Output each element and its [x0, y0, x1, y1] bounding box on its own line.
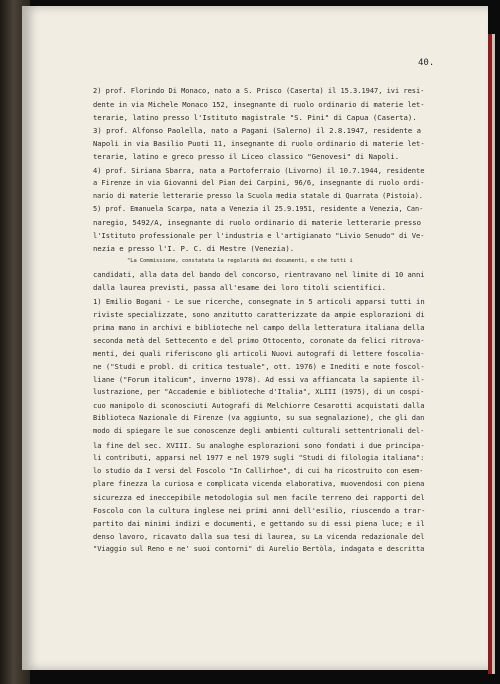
text-line: liane ("Forum italicum", inverno 1978). Ad essi va affiancata la sapiente il-: [93, 375, 425, 385]
text-line: plare finezza la curiosa e complicata vicenda elaborativa, muovendosi con piena: [93, 479, 425, 488]
text-line: prima mano in archivi e biblioteche nel campo della letteratura italiana della: [93, 322, 425, 332]
text-line: Foscolo con la cultura inglese nei primi anni dell'esilio, riuscendo a trar-: [93, 506, 425, 515]
text-line: terarie, latino e greco presso il Liceo classico "Genovesi" di Napoli.: [93, 152, 400, 162]
text-line: menti, dei quali riferiscono gli articoli Nuovi autografi di lettere foscolia-: [93, 348, 425, 358]
text-line: 3) prof. Alfonso Paolella, nato a Pagani (Salerno) il 2.8.1947, residente a: [93, 126, 421, 136]
text-line: Napoli in via Basilio Puoti 11, insegnante di ruolo ordinario di materie let-: [93, 139, 425, 149]
text-line: "Viaggio sul Reno e ne' suoi contorni" di Aurelio Bertòla, indagata e descritta: [93, 545, 425, 554]
text-line: cuo manipolo di sconosciuti Autografi di Melchiorre Cesarotti acquistati dalla: [93, 401, 425, 411]
page-edge-stack: [492, 34, 495, 674]
text-line: candidati, alla data del bando del concorso, rientravano nel limite di 10 anni: [93, 270, 425, 280]
text-line: sicurezza ed ineccepibile metodologia sul men facile terreno dei rapporti del: [93, 492, 425, 502]
text-line: la fine del sec. XVIII. Su analoghe esplorazioni sono fondati i due principa-: [93, 440, 425, 450]
text-line: "La Commissione, constatata la regolarità dei documenti, e che tutti i: [127, 258, 353, 265]
text-line: lustrazione, per "Accademie e biblioteche d'Italia", XLIII (1975), di un cospi-: [93, 388, 425, 397]
text-line: partito dai minimi indizi e documenti, e gettando su di essi piena luce; e il: [93, 519, 425, 529]
text-line: Biblioteca Nazionale di Firenze (va aggiunto, su sua segnalazione), che gli dan: [93, 414, 425, 423]
text-line: seconda metà del Settecento e del primo Ottocento, coronate da felici ritrova-: [93, 335, 425, 345]
text-line: 2) prof. Florindo Di Monaco, nato a S. Prisco (Caserta) il 15.3.1947, ivi resi-: [93, 87, 425, 95]
text-line: 5) prof. Emanuela Scarpa, nata a Venezia il 25.9.1951, residente a Venezia, Can-: [93, 204, 424, 213]
text-line: dalla laurea previsti, passa all'esame dei loro titoli scientifici.: [93, 283, 386, 293]
text-line: a Firenze in via Giovanni del Pian dei Carpini, 96/6, insegnante di ruolo ordi-: [93, 178, 425, 187]
text-line: terarie, latino presso l'Istituto magistrale "S. Pini" di Capua (Caserta).: [93, 113, 417, 123]
page-number: 40.: [418, 58, 435, 68]
text-line: naregio, 5492/A, insegnante di ruolo ordinario di materie letterarie presso: [93, 217, 421, 227]
text-line: dente in via Michele Monaco 152, insegnante di ruolo ordinario di materie let-: [93, 100, 425, 110]
text-line: riviste specializzate, sono anzitutto caratterizzate da ampie esplorazioni di: [93, 309, 425, 319]
text-line: lo studio da I versi del Foscolo "In Callirhoe", di cui ha ricostruito con esem-: [93, 466, 424, 475]
text-line: li contributi, apparsi nel 1977 e nel 1979 sugli "Studi di filologia italiana":: [93, 453, 425, 462]
text-line: 4) prof. Siriana Sbarra, nata a Portoferraio (Livorno) il 10.7.1944, residente: [93, 165, 425, 175]
text-line: 1) Emilio Bogani - Le sue ricerche, consegnate in 5 articoli apparsi tutti in: [93, 296, 425, 306]
text-line: ne ("Studi e probl. di critica testuale", ott. 1976) e Inediti e note foscol-: [93, 361, 425, 371]
text-line: nario di materie letterarie presso la Scuola media statale di Quarrata (Pistoia).: [93, 191, 423, 200]
typewritten-text-block: [93, 85, 425, 556]
text-line: nezia e presso l'I. P. C. di Mestre (Venezia).: [93, 244, 295, 254]
text-line: modo di spiegare le sue conoscenze degli ambienti culturali settentrionali del-: [93, 427, 425, 436]
text-line: denso lavoro, ricavato dalla sua tesi di laurea, su La vicenda redazionale del: [93, 532, 425, 542]
text-line: l'Istituto professionale per l'industria e l'artigianato "Livio Senudo" di Ve-: [93, 231, 425, 241]
